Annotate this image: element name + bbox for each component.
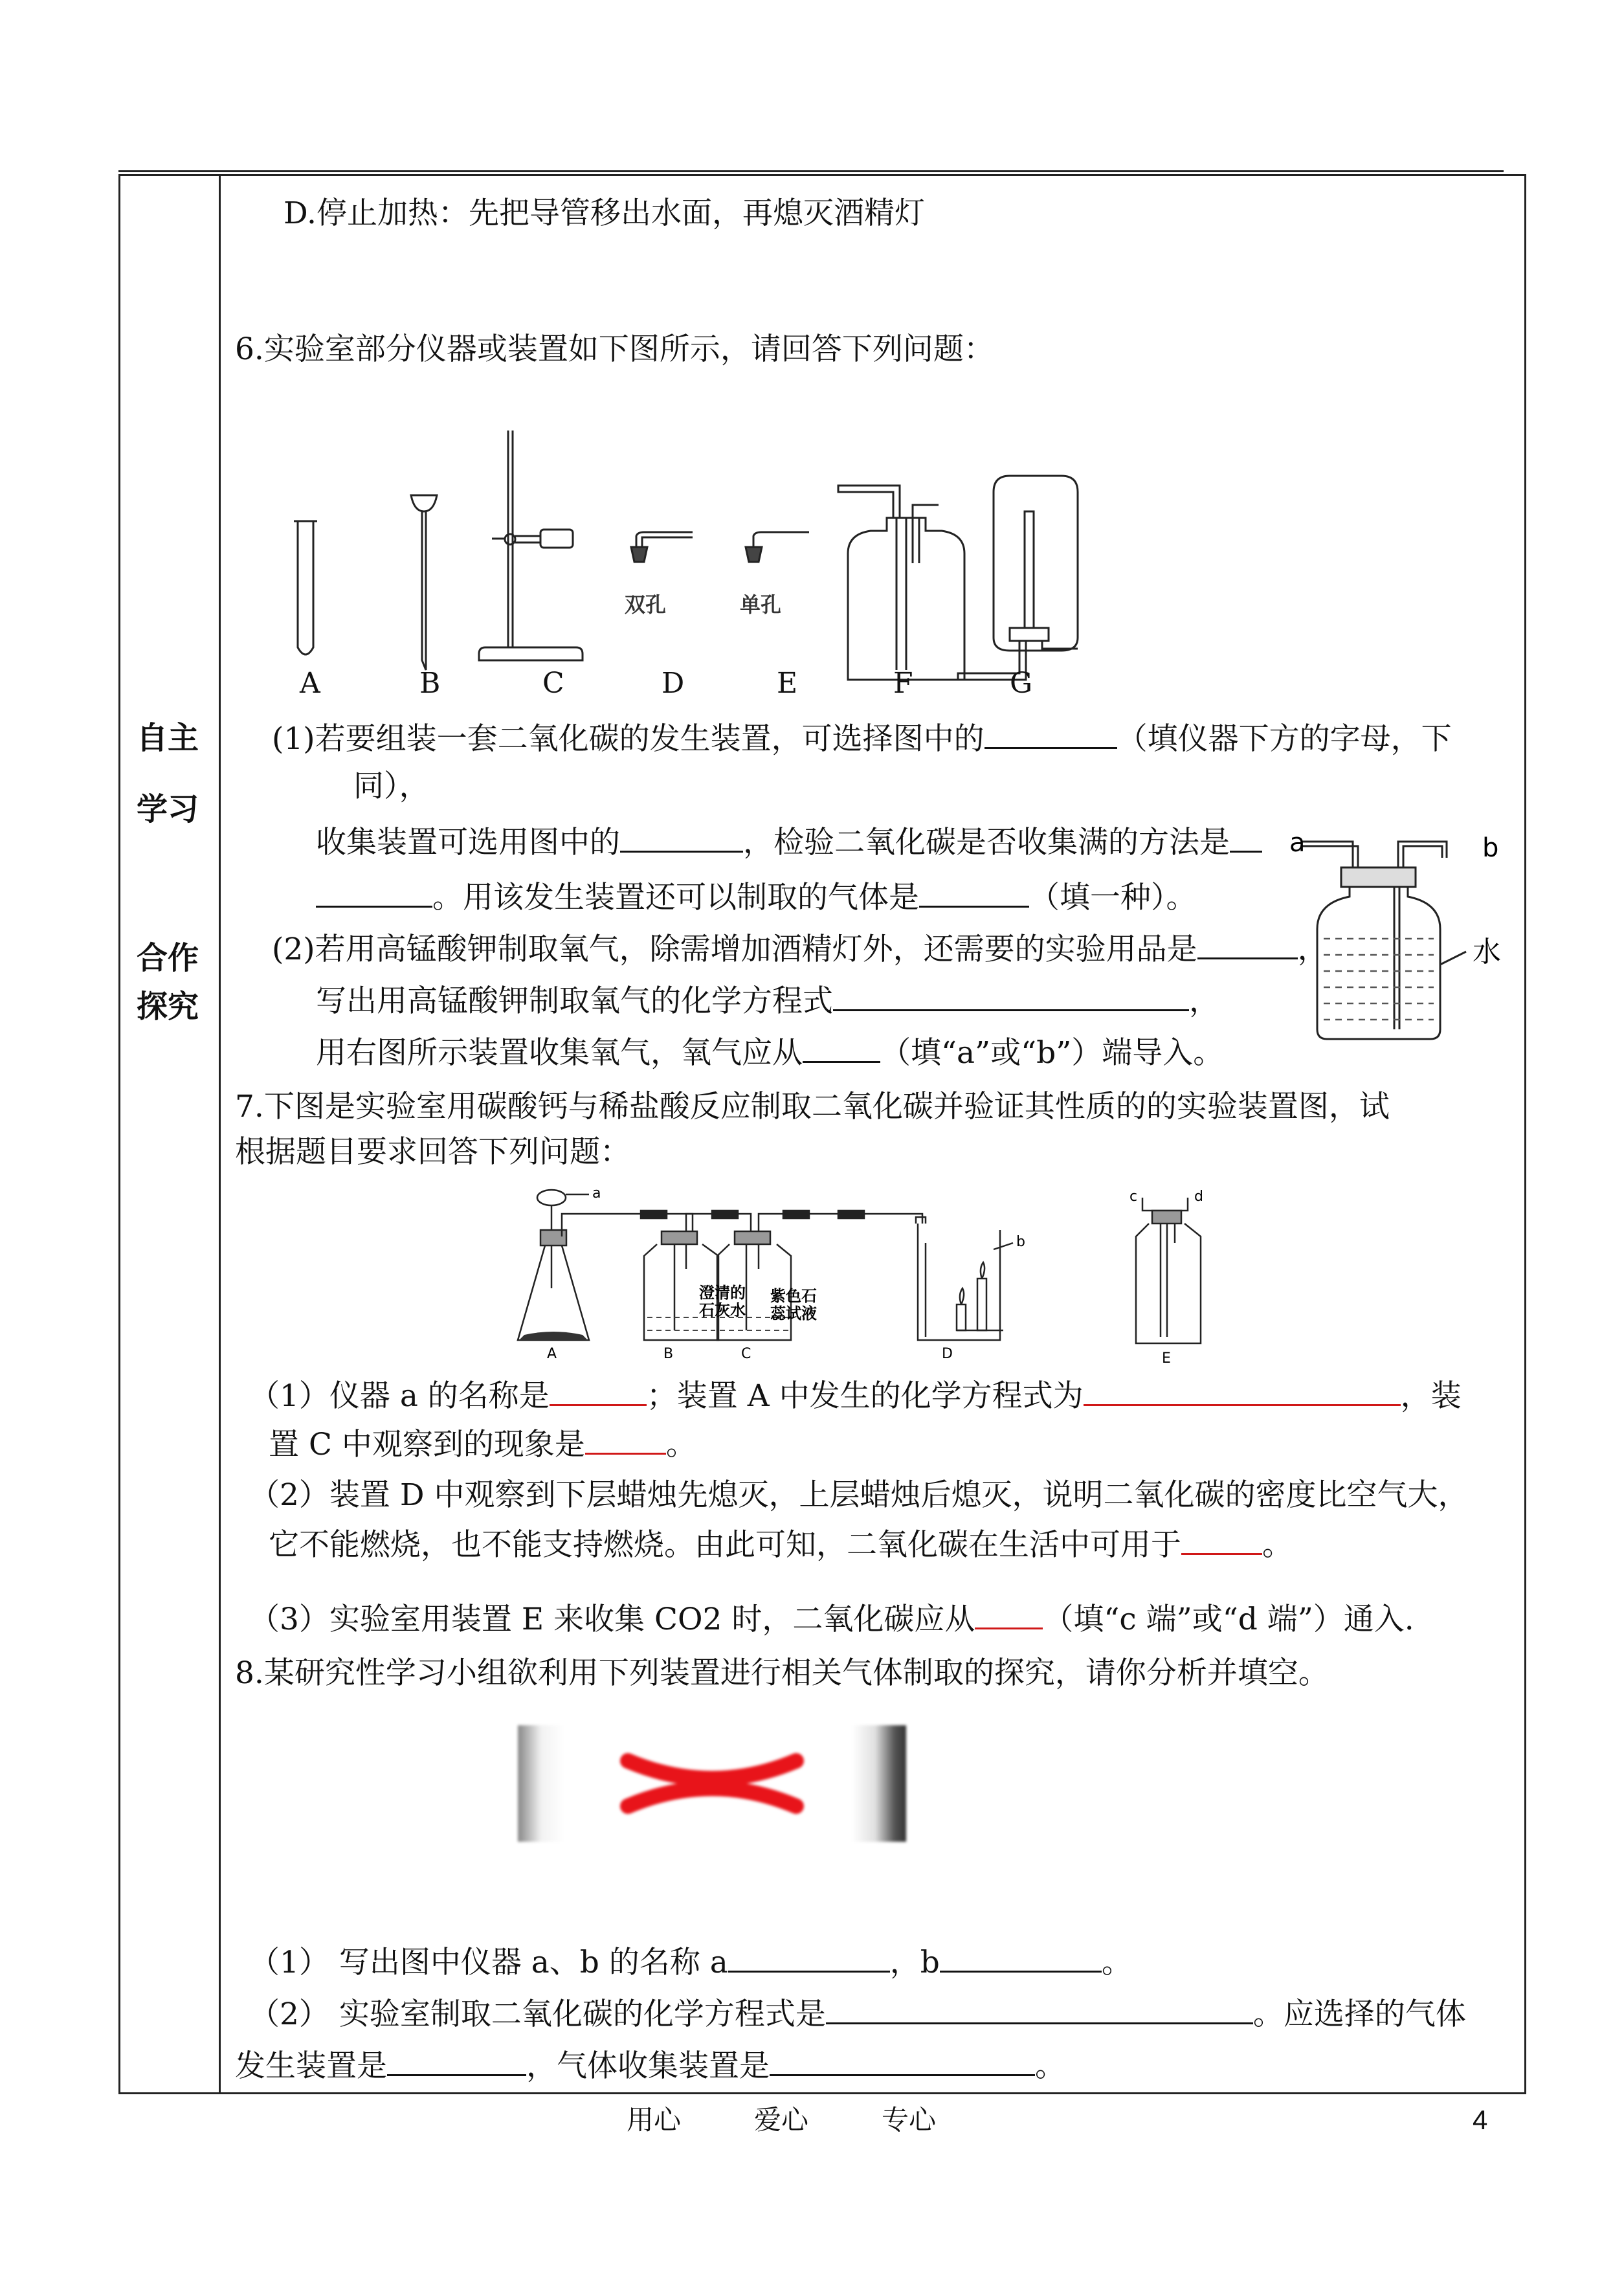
q7-answer-blank-5[interactable] bbox=[975, 1599, 1043, 1629]
footer-motto-1: 用心 bbox=[627, 2104, 682, 2136]
q6-part1-line3 bbox=[316, 822, 1262, 862]
footer-motto-3: 专心 bbox=[882, 2104, 937, 2136]
apparatus-label-c: C bbox=[542, 667, 564, 700]
q6-part1-text-a: (1)若要组装一套二氧化碳的发生装置，可选择图中的 bbox=[272, 721, 984, 757]
q7-answer-blank-1[interactable] bbox=[550, 1376, 647, 1406]
table-border-left bbox=[118, 174, 120, 2094]
page-number: 4 bbox=[1473, 2105, 1488, 2135]
litmus-label-2: 蕊试液 bbox=[770, 1304, 817, 1323]
q6-part1-line1 bbox=[272, 719, 1452, 759]
q6-answer-blank-4[interactable] bbox=[316, 877, 432, 908]
fig-caption-b: B bbox=[663, 1346, 674, 1362]
q6-part2-text-f: （填“a”或“b”）端导入。 bbox=[880, 1035, 1224, 1071]
q6-part2-text-c: 写出用高锰酸钾制取氧气的化学方程式 bbox=[316, 983, 833, 1019]
q6-answer-blank-1[interactable] bbox=[984, 719, 1117, 749]
q6-answer-blank-8[interactable] bbox=[803, 1033, 880, 1063]
q7-part2-text-c: 。 bbox=[1262, 1527, 1293, 1563]
q8-part1-text-a: （1） 写出图中仪器 a、b 的名称 a bbox=[249, 1945, 728, 1980]
double-hole-stopper-icon bbox=[631, 532, 693, 562]
collection-bottle-icon bbox=[958, 476, 1078, 680]
apparatus-label-e: E bbox=[777, 667, 798, 700]
q8-part1 bbox=[249, 1942, 1132, 1982]
q6-side-bottle-figure bbox=[1288, 832, 1515, 1052]
q7-part1-text-e: 。 bbox=[665, 1427, 696, 1462]
table-border-bottom bbox=[118, 2092, 1526, 2094]
fig-label-d: d bbox=[1194, 1189, 1203, 1205]
q7-part1-text-b: ；装置 A 中发生的化学方程式为 bbox=[646, 1378, 1084, 1414]
q6-part2-line2 bbox=[316, 981, 1219, 1021]
fig-label-a: a bbox=[592, 1185, 601, 1202]
table-divider bbox=[219, 174, 221, 2094]
q6-answer-blank-5[interactable] bbox=[919, 877, 1029, 908]
q7-answer-blank-3[interactable] bbox=[585, 1424, 666, 1455]
q8-part2-line1 bbox=[249, 1994, 1466, 2034]
double-hole-caption: 双孔 bbox=[625, 592, 667, 617]
gas-wash-bottle-icon bbox=[838, 486, 964, 680]
q8-answer-blank-2[interactable] bbox=[940, 1942, 1102, 1973]
q6-part2-line3 bbox=[316, 1033, 1223, 1073]
q6-answer-blank-6[interactable] bbox=[1197, 929, 1298, 959]
q7-answer-blank-2[interactable] bbox=[1084, 1376, 1401, 1406]
q6-answer-blank-7[interactable] bbox=[833, 981, 1189, 1011]
q8-part2-text-e: 。 bbox=[1035, 2048, 1065, 2084]
q6-answer-blank-3[interactable] bbox=[1230, 822, 1262, 853]
sidebar-label-1: 自主 bbox=[137, 720, 199, 756]
q8-answer-blank-5[interactable] bbox=[770, 2046, 1035, 2076]
lime-water-label-2: 石灰水 bbox=[699, 1301, 746, 1319]
q6-part1-line2: 同）， bbox=[353, 768, 430, 804]
footer-motto-2: 爱心 bbox=[754, 2104, 809, 2136]
q6-part1-text-f: 。用该发生装置还可以制取的气体是 bbox=[432, 880, 919, 915]
q8-part2-text-c: 发生装置是 bbox=[235, 2048, 387, 2084]
apparatus-label-b: B bbox=[419, 667, 441, 700]
test-tube-icon bbox=[294, 521, 317, 654]
q7-part3-text-b: （填“c 端”或“d 端”）通入. bbox=[1043, 1602, 1414, 1637]
q6-part2-text-b: ， bbox=[1297, 932, 1328, 967]
apparatus-label-f: F bbox=[893, 667, 913, 700]
q6-stem: 6.实验室部分仪器或装置如下图所示，请回答下列问题： bbox=[235, 331, 994, 367]
sidebar-label-4: 探究 bbox=[137, 989, 199, 1025]
q6-part1-text-e: ，检验二氧化碳是否收集满的方法是 bbox=[743, 825, 1230, 860]
sidebar-label-3: 合作 bbox=[137, 940, 199, 976]
q8-answer-blank-1[interactable] bbox=[728, 1942, 890, 1973]
q8-answer-blank-4[interactable] bbox=[387, 2046, 526, 2076]
bottle-label-b: b bbox=[1482, 833, 1499, 863]
q7-part1-text-a: （1）仪器 a 的名称是 bbox=[249, 1378, 550, 1414]
q7-part1-text-d: 置 C 中观察到的现象是 bbox=[269, 1427, 585, 1462]
q7-part3-text-a: （3）实验室用装置 E 来收集 CO2 时，二氧化碳应从 bbox=[249, 1602, 975, 1637]
bottle-label-water: 水 bbox=[1473, 935, 1501, 968]
q6-part2-line1 bbox=[272, 929, 1328, 969]
single-hole-caption: 单孔 bbox=[740, 592, 782, 617]
apparatus-label-d: D bbox=[662, 667, 685, 700]
q7-part3-line1 bbox=[249, 1599, 1414, 1639]
sidebar-label-2: 学习 bbox=[137, 791, 199, 827]
q7-part2-line1: （2）装置 D 中观察到下层蜡烛先熄灭，上层蜡烛后熄灭，说明二氧化碳的密度比空气大， bbox=[249, 1477, 1469, 1513]
q7-part1-text-c: ，装 bbox=[1400, 1378, 1462, 1414]
litmus-label-1: 紫色石 bbox=[770, 1287, 817, 1305]
single-hole-stopper-icon bbox=[746, 532, 809, 562]
q7-part1-line2 bbox=[269, 1424, 696, 1464]
q8-answer-blank-3[interactable] bbox=[826, 1994, 1253, 2024]
q8-part2-text-b: 。应选择的气体 bbox=[1252, 1997, 1466, 2032]
lime-water-label-1: 澄清的 bbox=[699, 1284, 746, 1302]
bottle-label-a: a bbox=[1289, 832, 1306, 858]
q7-part2-text-b: 它不能燃烧，也不能支持燃烧。由此可知，二氧化碳在生活中可用于 bbox=[269, 1527, 1181, 1563]
q6-answer-blank-2[interactable] bbox=[620, 822, 743, 853]
q5-option-d: D.停止加热：先把导管移出水面，再熄灭酒精灯 bbox=[284, 196, 925, 231]
fig-caption-a: A bbox=[547, 1346, 557, 1362]
iron-stand-icon bbox=[479, 431, 583, 660]
header-rule bbox=[118, 170, 1504, 172]
q8-part1-text-b: ，b bbox=[889, 1945, 940, 1980]
fig-caption-d: D bbox=[942, 1346, 953, 1362]
q6-part2-text-a: (2)若用高锰酸钾制取氧气，除需增加酒精灯外，还需要的实验用品是 bbox=[272, 932, 1197, 967]
apparatus-label-a: A bbox=[300, 667, 320, 700]
q8-stem: 8.某研究性学习小组欲利用下列装置进行相关气体制取的探究，请你分析并填空。 bbox=[235, 1655, 1329, 1691]
fig-label-b: b bbox=[1016, 1234, 1025, 1250]
q6-part1-text-b: （填仪器下方的字母，下 bbox=[1117, 721, 1452, 757]
q6-part1-line4 bbox=[316, 877, 1197, 917]
table-border-right bbox=[1524, 174, 1526, 2094]
q6-part2-text-e: 用右图所示装置收集氧气，氧气应从 bbox=[316, 1035, 803, 1071]
q8-part2-text-a: （2） 实验室制取二氧化碳的化学方程式是 bbox=[249, 1997, 826, 2032]
q7-part1-line1 bbox=[249, 1376, 1462, 1416]
q6-part1-text-d: 收集装置可选用图中的 bbox=[316, 825, 620, 860]
missing-image-x-icon bbox=[615, 1748, 809, 1819]
q7-apparatus-figure bbox=[511, 1185, 1236, 1372]
q7-stem-line1: 7.下图是实验室用碳酸钙与稀盐酸反应制取二氧化碳并验证其性质的的实验装置图，试 bbox=[235, 1089, 1390, 1124]
broken-image-placeholder bbox=[518, 1725, 906, 1842]
fig-label-c: c bbox=[1129, 1189, 1138, 1205]
q8-part2-line2 bbox=[235, 2046, 1065, 2086]
q6-part2-text-d: ， bbox=[1189, 983, 1219, 1019]
apparatus-label-g: G bbox=[1010, 667, 1033, 700]
q6-part1-text-g: （填一种）。 bbox=[1029, 880, 1197, 915]
fig-caption-c: C bbox=[741, 1346, 751, 1362]
q7-part2-line2 bbox=[269, 1525, 1293, 1565]
funnel-icon bbox=[411, 495, 437, 670]
fig-caption-e: E bbox=[1162, 1350, 1171, 1367]
q8-part2-text-d: ，气体收集装置是 bbox=[526, 2048, 770, 2084]
table-border-top bbox=[118, 174, 1526, 176]
q7-stem-line2: 根据题目要求回答下列问题： bbox=[235, 1134, 630, 1170]
q6-apparatus-figure bbox=[285, 421, 1100, 706]
q8-part1-text-c: 。 bbox=[1101, 1945, 1132, 1980]
q7-answer-blank-4[interactable] bbox=[1181, 1525, 1262, 1555]
